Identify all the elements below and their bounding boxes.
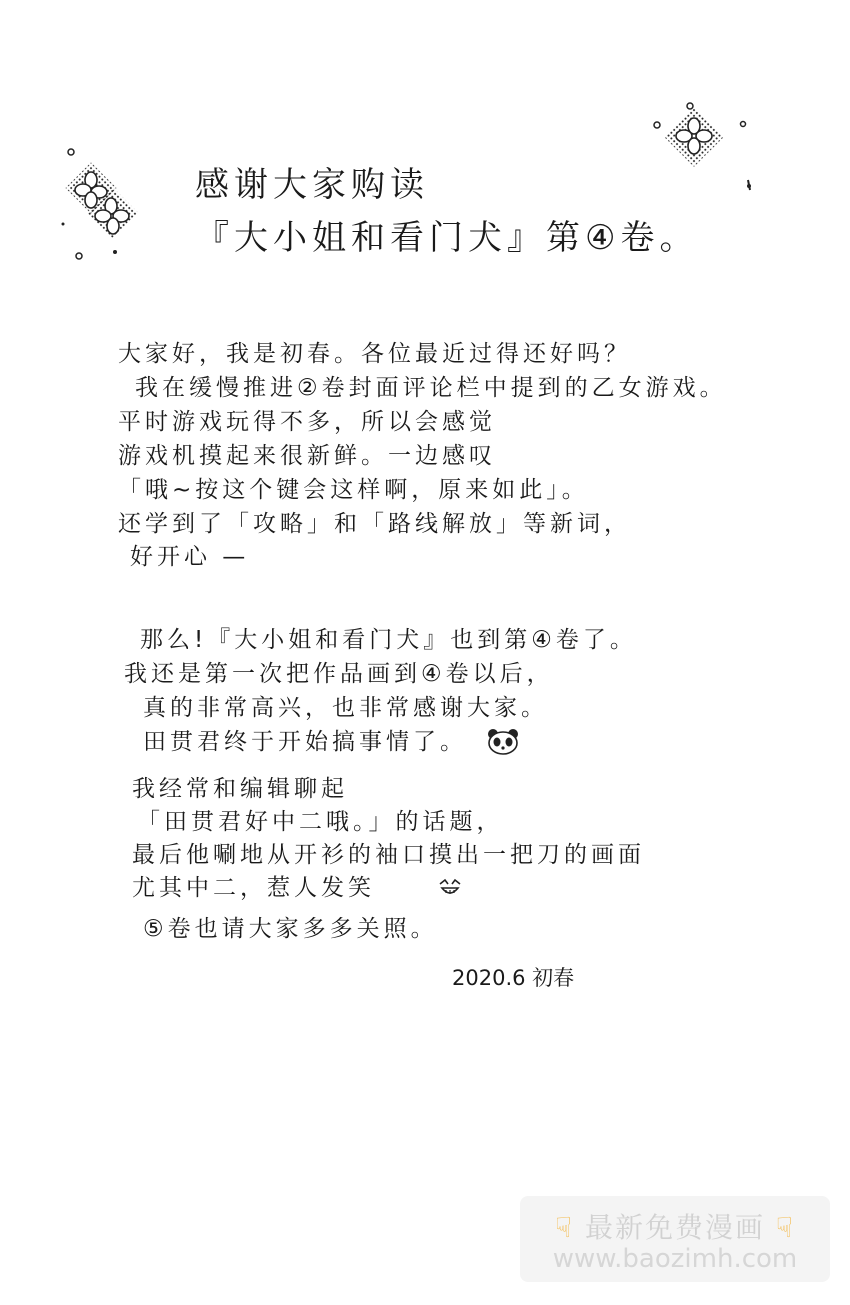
hand-pointing-down-icon: ☟ xyxy=(555,1211,575,1244)
page-title-line-1: 感谢大家购读 xyxy=(195,165,429,205)
body-line: ⑤卷也请大家多多关照。 xyxy=(143,916,438,942)
body-line: 尤其中二，惹人发笑 xyxy=(132,875,375,901)
body-line: 田贯君终于开始搞事情了。 xyxy=(143,729,467,755)
body-line: 真的非常高兴，也非常感谢大家。 xyxy=(143,695,548,721)
body-line: 我还是第一次把作品画到④卷以后， xyxy=(124,661,554,687)
panda-face-icon xyxy=(486,727,520,755)
body-line: 平时游戏玩得不多，所以会感觉 xyxy=(118,409,496,435)
laughing-face-icon xyxy=(437,876,463,898)
body-line: 那么!『大小姐和看门犬』也到第④卷了。 xyxy=(140,627,637,653)
signature: 2020.6 初春 xyxy=(452,966,575,990)
body-line: 游戏机摸起来很新鲜。一边感叹 xyxy=(118,443,496,469)
page-title-line-2: 『大小姐和看门犬』第④卷。 xyxy=(195,218,699,258)
flower-cluster-icon xyxy=(645,100,760,195)
watermark xyxy=(520,1196,830,1282)
hand-pointing-down-icon: ☟ xyxy=(775,1211,795,1244)
flower-cluster-icon xyxy=(55,140,155,265)
body-line: 「哦~按这个键会这样啊，原来如此」。 xyxy=(118,477,589,503)
body-line: 最后他唰地从开衫的袖口摸出一把刀的画面 xyxy=(132,842,645,868)
body-line: 我在缓慢推进②卷封面评论栏中提到的乙女游戏。 xyxy=(135,375,727,401)
watermark-title: ☟ 最新免费漫画 ☟ xyxy=(555,1211,795,1244)
body-line: 大家好，我是初春。各位最近过得还好吗？ xyxy=(118,341,631,367)
body-line: 好开心 — xyxy=(130,544,250,570)
body-line: 还学到了「攻略」和「路线解放」等新词， xyxy=(118,511,631,537)
watermark-url[interactable]: www.baozimh.com xyxy=(552,1244,798,1274)
body-line: 我经常和编辑聊起 xyxy=(132,776,348,802)
body-line: 「田贯君好中二哦。」的话题， xyxy=(137,809,504,835)
